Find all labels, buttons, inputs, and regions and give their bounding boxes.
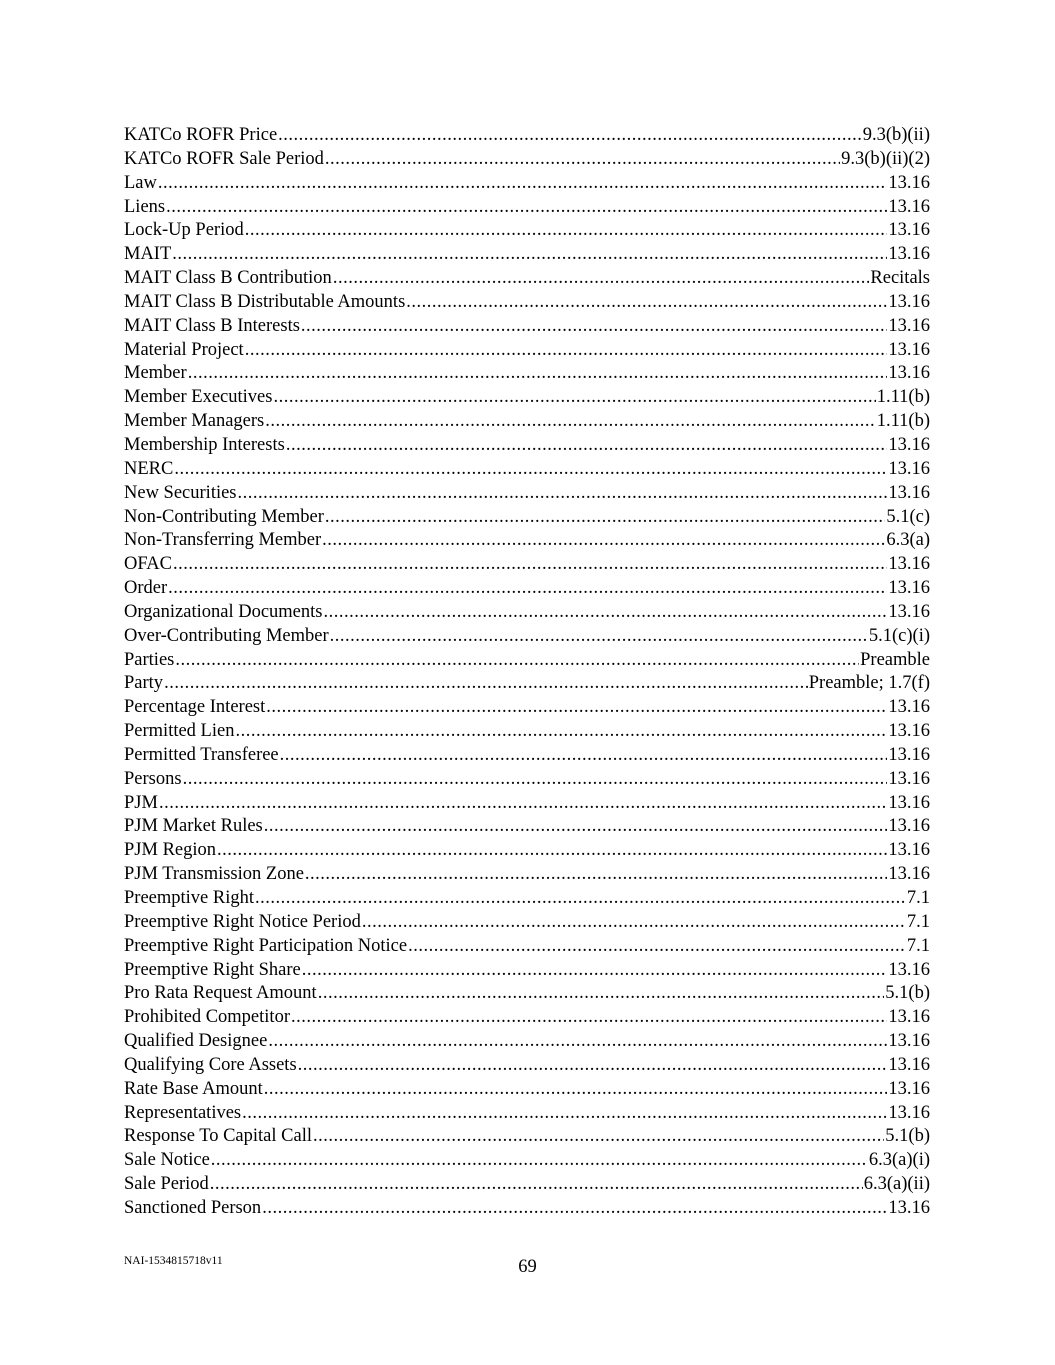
index-entry [124,315,930,339]
section-reference: 13.16 [888,816,930,837]
index-term: Qualifying Core Assets [124,1054,297,1075]
section-reference: 6.3(a) [886,530,930,551]
index-entry [124,1078,930,1102]
index-entry [124,219,930,243]
dot-leader [298,1054,888,1078]
index-term: NERC [124,458,174,479]
index-entry [124,1125,930,1149]
index-entry [124,124,930,148]
index-term: Pro Rata Request Amount [124,983,317,1004]
index-term: KATCo ROFR Price [124,125,278,145]
section-reference: 7.1 [906,888,930,908]
section-reference: Preamble; 1.7(f) [808,673,930,694]
section-reference: 13.16 [888,482,930,503]
index-term: Preemptive Right Share [124,959,301,980]
section-reference: 13.16 [888,840,930,861]
dot-leader [255,887,906,911]
index-entry [124,434,930,458]
index-term: OFAC [124,554,172,575]
document-id: NAI-1534815718v11 [124,1255,223,1267]
index-entry [124,410,930,434]
index-term: Qualified Designee [124,1031,268,1052]
index-entry [124,1102,930,1126]
section-reference: 5.1(b) [885,1126,930,1147]
index-entry [124,291,930,315]
index-term: Member Executives [124,387,273,408]
dot-leader [173,553,887,577]
section-reference: 13.16 [888,1102,930,1123]
dot-leader [245,219,888,243]
dot-leader [238,482,888,506]
index-entry [124,839,930,863]
index-entry [124,1030,930,1054]
index-term: Preemptive Right Notice Period [124,911,361,932]
index-entry [124,196,930,220]
dot-leader [265,410,875,434]
index-term: Lock-Up Period [124,220,244,241]
dot-leader [242,1102,887,1126]
dot-leader [266,696,887,720]
section-reference: 13.16 [888,744,930,765]
index-entry [124,243,930,267]
dot-leader [330,625,868,649]
dot-leader [280,744,888,768]
section-reference: 9.3(b)(ii)(2) [841,148,930,169]
dot-leader [325,148,840,172]
index-entry [124,362,930,386]
index-term: MAIT [124,244,172,265]
section-reference: 13.16 [888,315,930,336]
index-entry [124,935,930,959]
index-term: Membership Interests [124,434,285,455]
index-entry [124,625,930,649]
index-term: Prohibited Competitor [124,1007,290,1028]
index-entry [124,768,930,792]
index-entry [124,672,930,696]
dot-leader [305,863,887,887]
section-reference: 13.16 [888,1031,930,1052]
index-entry [124,148,930,172]
dot-leader [158,172,888,196]
section-reference: Recitals [870,268,930,289]
index-term: PJM Market Rules [124,816,263,837]
index-entry [124,553,930,577]
dot-leader [301,315,887,339]
dot-leader [245,339,888,363]
section-reference: 5.1(c) [886,506,930,527]
index-term: MAIT Class B Distributable Amounts [124,291,406,312]
index-term: PJM Transmission Zone [124,864,304,885]
index-entry [124,696,930,720]
dot-leader [164,672,808,696]
section-reference: 1.11(b) [876,387,930,408]
index-term: Permitted Lien [124,721,235,742]
index-entry [124,458,930,482]
index-term: PJM Region [124,840,217,861]
index-term: Response To Capital Call [124,1126,312,1147]
index-term: Rate Base Amount [124,1078,263,1099]
dot-leader [318,982,885,1006]
index-term: Non-Contributing Member [124,506,324,527]
index-term: Member Managers [124,411,265,432]
section-reference: 13.16 [888,172,930,193]
section-reference: 13.16 [888,554,930,575]
section-reference: 13.16 [888,721,930,742]
dot-leader [268,1030,887,1054]
index-term: Preemptive Right Participation Notice [124,935,408,956]
index-entry [124,506,930,530]
section-reference: 6.3(a)(ii) [863,1174,930,1195]
section-reference: 13.16 [888,196,930,217]
section-reference: 5.1(b) [885,983,930,1004]
index-entry [124,792,930,816]
dot-leader [183,768,888,792]
dot-leader [168,577,887,601]
dot-leader [286,434,888,458]
section-reference: 13.16 [888,959,930,980]
dot-leader [406,291,887,315]
index-entry [124,577,930,601]
index-term: Preemptive Right [124,888,254,908]
index-term: Party [124,673,164,694]
index-entry [124,267,930,291]
dot-leader [302,959,888,983]
index-term: Law [124,172,157,193]
section-reference: 13.16 [888,220,930,241]
index-entry [124,649,930,673]
dot-leader [166,196,887,220]
section-reference: 13.16 [888,1197,930,1218]
dot-leader [235,720,887,744]
index-entry [124,1173,930,1197]
dot-leader [278,124,862,148]
dot-leader [188,362,888,386]
dot-leader [175,649,859,673]
section-reference: 13.16 [888,578,930,599]
section-reference: 7.1 [906,935,930,956]
index-entry [124,815,930,839]
index-term: Organizational Documents [124,601,323,622]
dot-leader [273,386,875,410]
index-term: Non-Transferring Member [124,530,322,551]
dot-leader [264,815,888,839]
section-reference: 13.16 [888,601,930,622]
index-term: Persons [124,768,182,789]
index-term: MAIT Class B Interests [124,315,300,336]
index-entry [124,1197,930,1221]
section-reference: 6.3(a)(i) [868,1150,930,1171]
defined-terms-index [124,124,930,1221]
dot-leader [264,1078,888,1102]
section-reference: Preamble [860,649,930,670]
index-entry [124,887,930,911]
index-entry [124,601,930,625]
index-term: Liens [124,196,166,217]
dot-leader [291,1006,887,1030]
index-entry [124,1149,930,1173]
section-reference: 13.16 [888,363,930,384]
section-reference: 13.16 [888,339,930,360]
index-entry [124,482,930,506]
dot-leader [362,911,906,935]
section-reference: 5.1(c)(i) [868,625,930,646]
index-entry [124,1054,930,1078]
index-term: New Securities [124,482,237,503]
index-term: Member [124,363,187,384]
dot-leader [174,458,887,482]
index-term: Permitted Transferee [124,744,279,765]
index-term: Percentage Interest [124,697,266,718]
dot-leader [313,1125,884,1149]
index-term: Parties [124,649,175,670]
index-term: Sale Period [124,1174,209,1195]
dot-leader [172,243,887,267]
index-term: Material Project [124,339,244,360]
dot-leader [333,267,870,291]
index-entry [124,959,930,983]
section-reference: 13.16 [888,1078,930,1099]
section-reference: 9.3(b)(ii) [862,125,930,145]
index-entry [124,386,930,410]
page-number: 69 [518,1257,537,1277]
section-reference: 7.1 [906,911,930,932]
section-reference: 13.16 [888,458,930,479]
index-entry [124,529,930,553]
section-reference: 1.11(b) [876,411,930,432]
index-entry [124,172,930,196]
index-term: Order [124,578,168,599]
index-term: KATCo ROFR Sale Period [124,148,324,169]
dot-leader [322,529,885,553]
section-reference: 13.16 [888,1054,930,1075]
index-term: MAIT Class B Contribution [124,268,332,289]
index-term: Over-Contributing Member [124,625,329,646]
dot-leader [217,839,887,863]
dot-leader [159,792,887,816]
index-term: Sanctioned Person [124,1197,262,1218]
dot-leader [210,1173,863,1197]
index-entry [124,863,930,887]
dot-leader [323,601,887,625]
section-reference: 13.16 [888,768,930,789]
section-reference: 13.16 [888,697,930,718]
section-reference: 13.16 [888,864,930,885]
index-entry [124,911,930,935]
section-reference: 13.16 [888,291,930,312]
index-entry [124,982,930,1006]
index-entry [124,744,930,768]
index-term: PJM [124,792,158,813]
dot-leader [408,935,906,959]
dot-leader [325,506,885,530]
index-entry [124,339,930,363]
dot-leader [262,1197,887,1221]
section-reference: 13.16 [888,244,930,265]
index-term: Sale Notice [124,1150,210,1171]
section-reference: 13.16 [888,792,930,813]
index-entry [124,720,930,744]
index-entry [124,1006,930,1030]
dot-leader [211,1149,868,1173]
section-reference: 13.16 [888,1007,930,1028]
section-reference: 13.16 [888,434,930,455]
index-term: Representatives [124,1102,242,1123]
